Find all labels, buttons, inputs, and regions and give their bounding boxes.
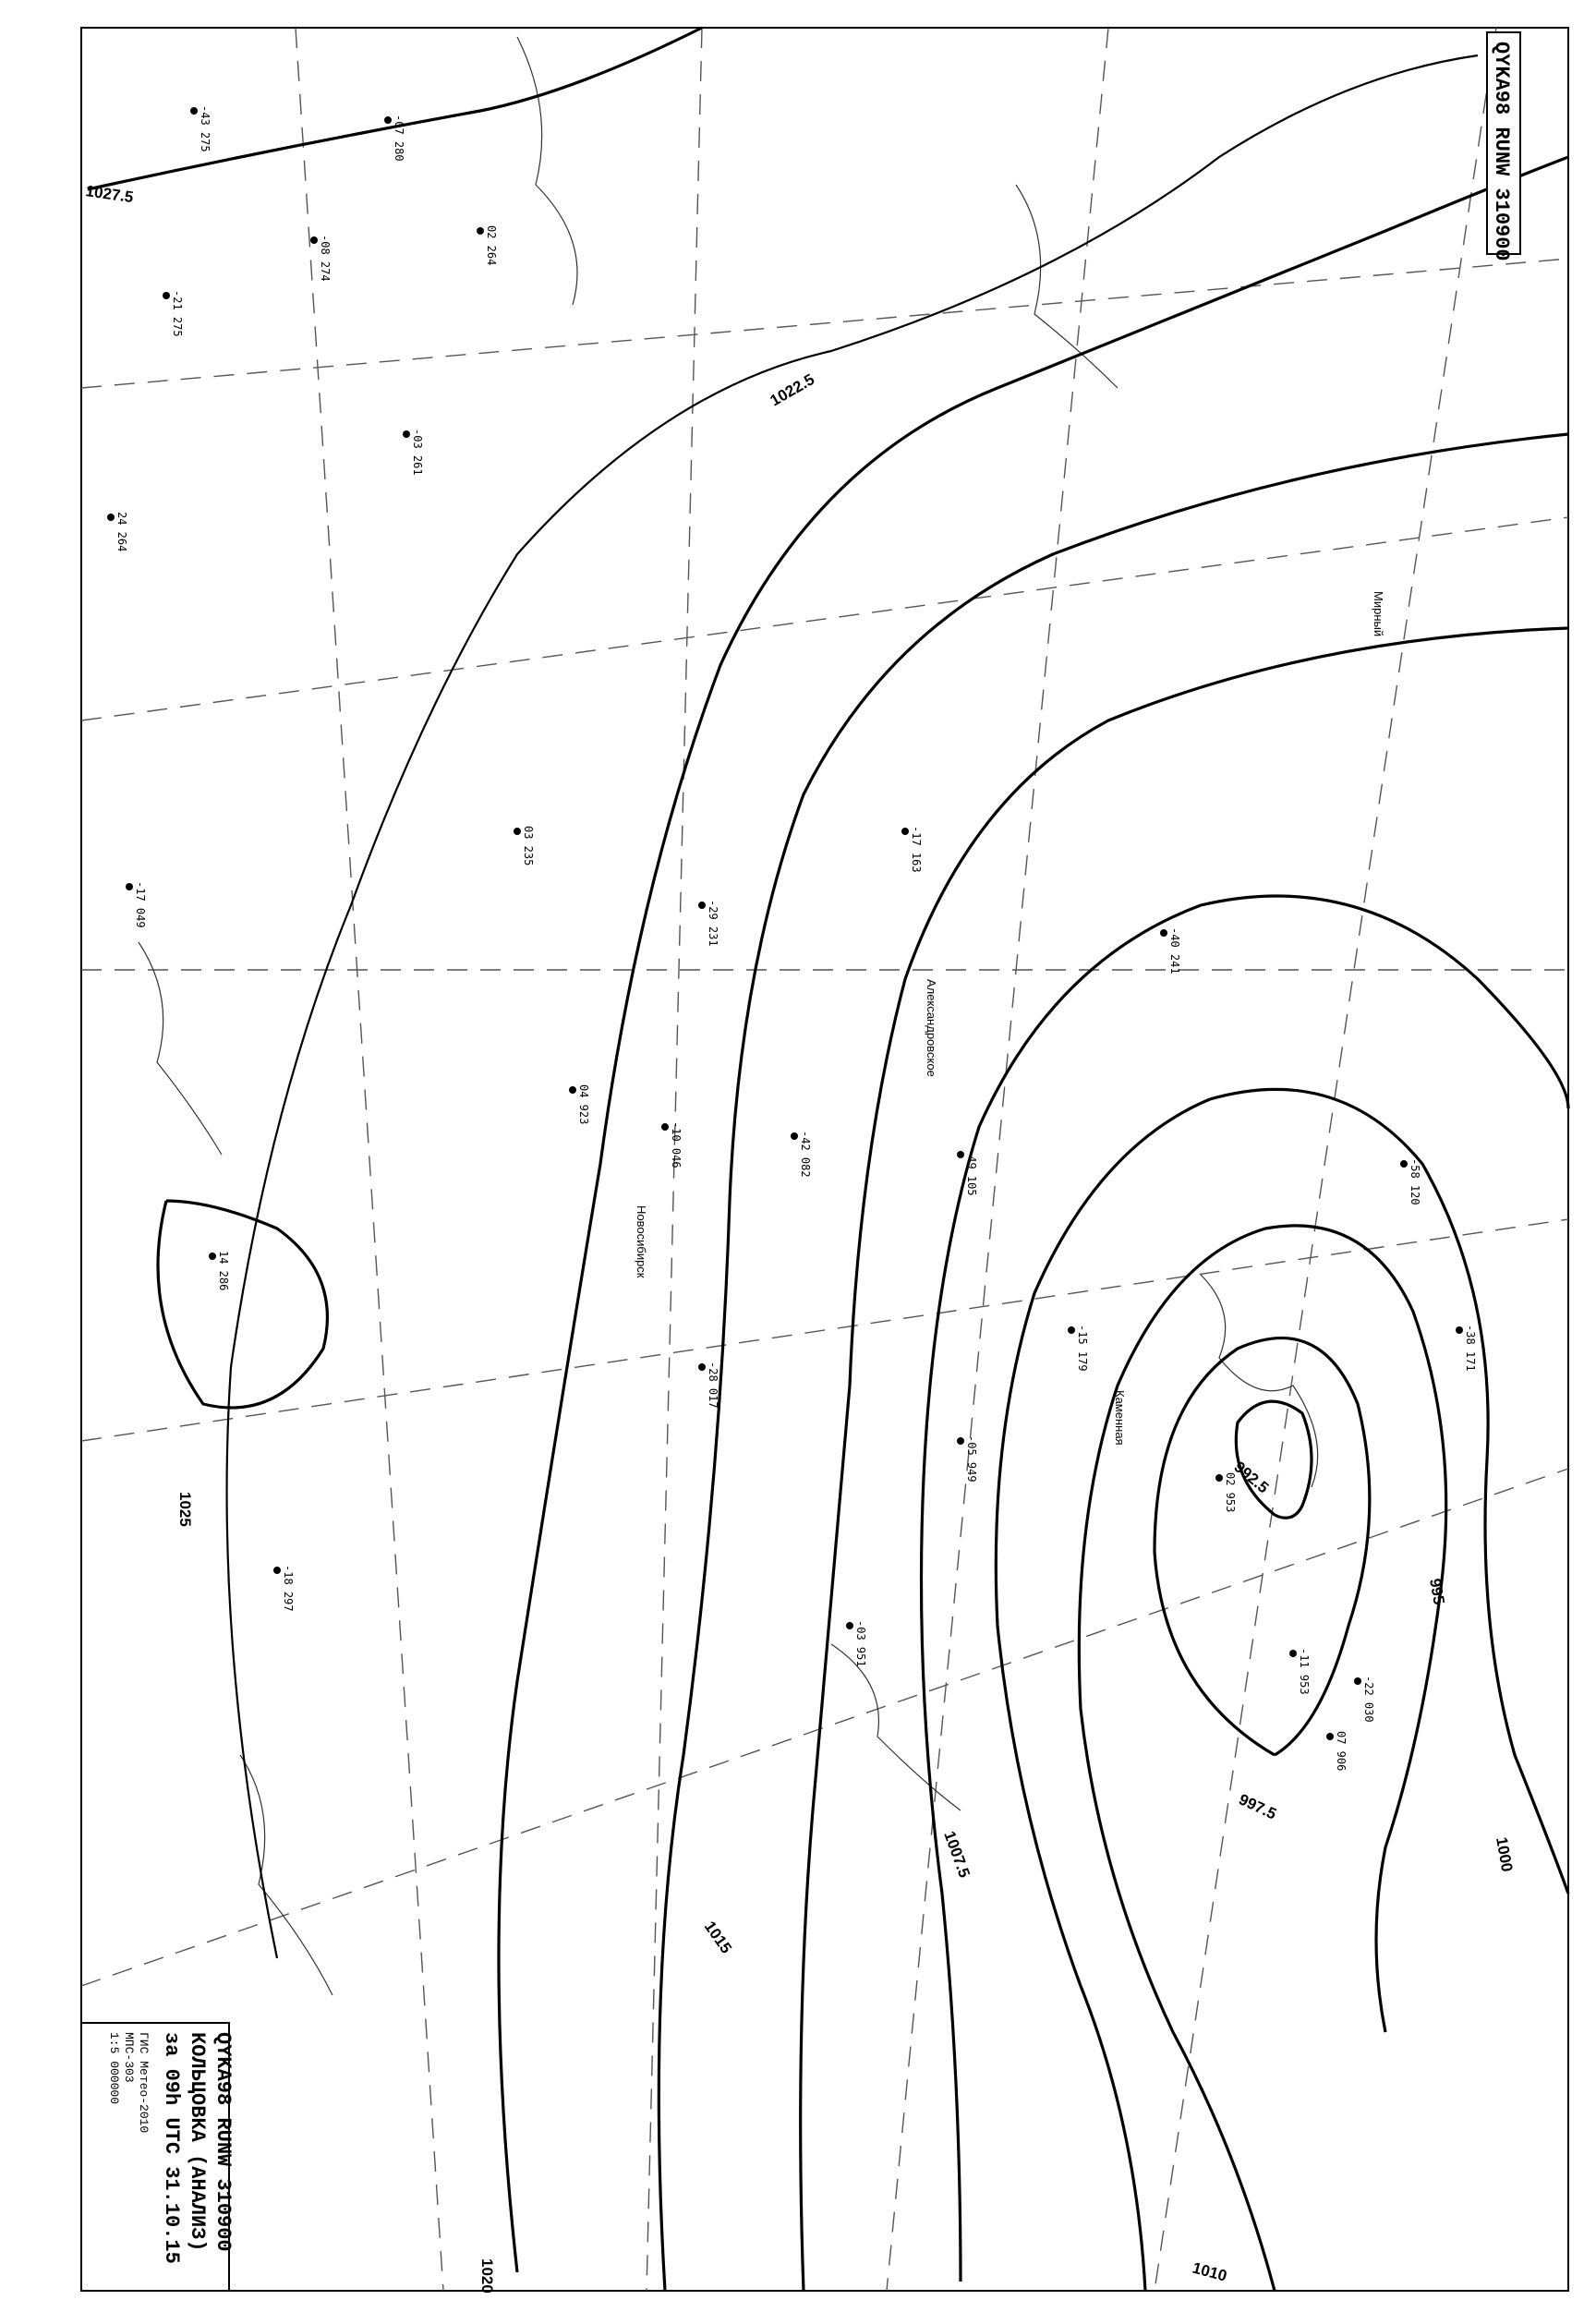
station-value: -03 261	[411, 429, 424, 476]
station-marker	[190, 107, 198, 115]
station-value: -18 297	[282, 1565, 295, 1612]
station-marker	[1160, 929, 1167, 937]
isobar-label: 1025	[176, 1492, 194, 1527]
station-value: -43 275	[199, 105, 212, 152]
station-marker	[698, 1363, 706, 1371]
title-code: QYKA98 RUNW 310900	[212, 2032, 235, 2252]
station-value: -21 275	[171, 290, 184, 337]
station-marker	[273, 1567, 281, 1574]
station-marker	[569, 1086, 576, 1094]
station-value: -22 030	[1362, 1676, 1375, 1723]
place-label: Александровское	[925, 979, 938, 1077]
station-value: 07 906	[1335, 1731, 1348, 1772]
station-plots	[107, 105, 1477, 1771]
station-marker	[901, 828, 909, 835]
station-value: -03 951	[854, 1620, 867, 1667]
isobar-label: 992.5	[1230, 1458, 1273, 1497]
station-marker	[403, 430, 410, 438]
station-value: -38 171	[1464, 1325, 1477, 1372]
station-value: -10 046	[670, 1121, 683, 1168]
title-projection: МПС-303	[122, 2032, 136, 2083]
isobar-label: 1007.5	[940, 1828, 973, 1881]
station-value: -29 231	[707, 900, 719, 947]
station-marker	[1068, 1326, 1075, 1334]
station-marker	[661, 1123, 669, 1131]
station-marker	[126, 883, 133, 890]
station-value: -17 163	[910, 826, 923, 873]
isobar-label: 1010	[1190, 2258, 1229, 2285]
title-publisher: ГИС Метео-2010	[137, 2032, 151, 2134]
station-marker	[1215, 1474, 1223, 1482]
station-value: -07 280	[393, 115, 405, 162]
station-marker	[1326, 1733, 1334, 1740]
station-marker	[1354, 1677, 1361, 1685]
station-marker	[477, 227, 484, 235]
station-marker	[384, 116, 392, 124]
station-marker	[957, 1437, 964, 1445]
station-marker	[1400, 1160, 1408, 1168]
station-value: 02 953	[1224, 1472, 1237, 1513]
header	[1487, 32, 1520, 261]
station-value: -15 179	[1076, 1325, 1089, 1372]
isobar-label: 1020	[478, 2258, 496, 2294]
place-label: Каменная	[1113, 1390, 1127, 1446]
station-value: -05 949	[965, 1435, 978, 1483]
title-line2: за 09h UTC 31.10.15	[160, 2032, 183, 2264]
station-value: -49 105	[965, 1149, 978, 1196]
station-value: 03 235	[522, 826, 535, 866]
isobar-label: 997.5	[1236, 1790, 1279, 1823]
station-marker	[957, 1151, 964, 1158]
station-value: 14 286	[217, 1251, 230, 1291]
place-label: Новосибирск	[635, 1205, 648, 1278]
station-value: -28 017	[707, 1362, 719, 1409]
station-value: -11 953	[1298, 1648, 1311, 1695]
station-value: 04 923	[577, 1084, 590, 1125]
isobar-label: 1022.5	[767, 370, 818, 410]
station-value: 24 264	[115, 512, 128, 552]
isobar-label: 995	[1426, 1577, 1448, 1606]
station-marker	[107, 514, 115, 521]
station-value: 02 264	[485, 225, 498, 266]
station-marker	[846, 1622, 853, 1629]
isobar-labels	[84, 182, 1516, 2294]
title-scale: 1:5 000000	[107, 2032, 121, 2105]
station-value: -08 274	[319, 235, 332, 282]
station-value: -40 241	[1168, 927, 1181, 974]
place-label: Мирный	[1372, 591, 1385, 637]
station-marker	[791, 1132, 798, 1140]
station-value: -58 120	[1409, 1158, 1421, 1205]
title-block	[81, 2023, 235, 2291]
map-frame	[81, 28, 1568, 2291]
station-marker	[163, 292, 170, 299]
isobars	[88, 28, 1568, 2291]
station-marker	[310, 236, 318, 244]
isobar-label: 1027.5	[84, 182, 135, 207]
station-value: -42 082	[799, 1131, 812, 1178]
station-value: -17 049	[134, 881, 147, 928]
station-marker	[1456, 1326, 1463, 1334]
header-code: QYKA98 RUNW 310900	[1490, 42, 1513, 261]
isobar-label: 1015	[700, 1918, 735, 1957]
station-marker	[209, 1253, 216, 1260]
station-marker	[1289, 1650, 1297, 1657]
station-marker	[698, 902, 706, 909]
title-line1: КОЛЬЦОВКА (АНАЛИЗ)	[186, 2032, 209, 2252]
station-marker	[514, 828, 521, 835]
graticule	[81, 28, 1568, 2291]
isobar-label: 1000	[1493, 1835, 1517, 1873]
